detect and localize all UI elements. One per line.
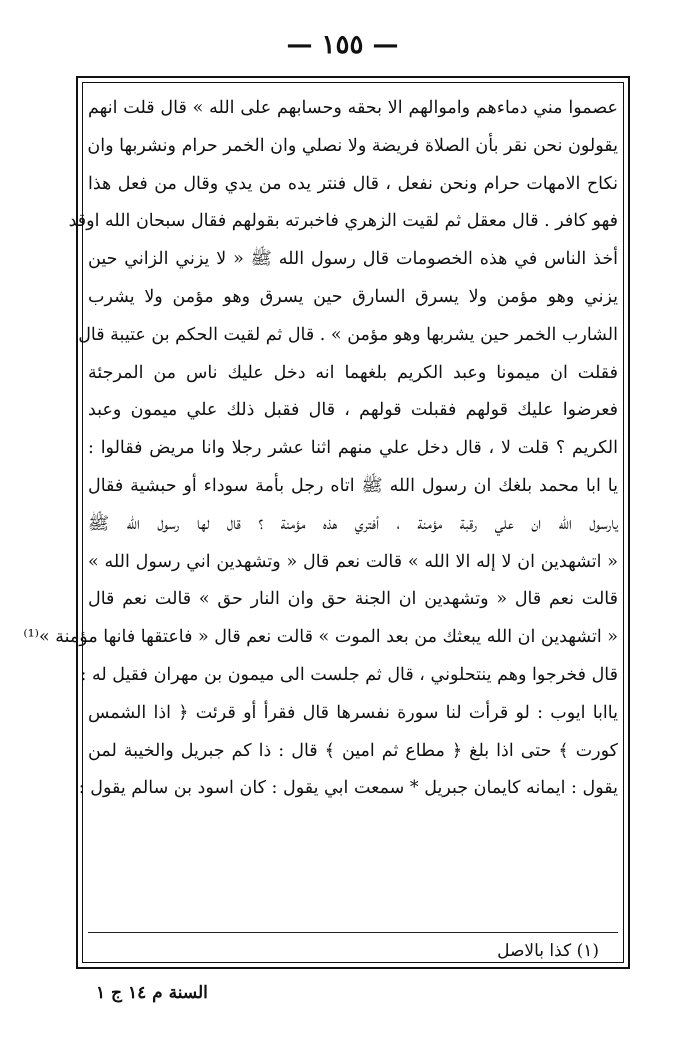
text-line: يارسول الله ان علي رقبة مؤمنة ، أفتري هذه مؤمنة ؟ قال لها رسول الله ﷺ	[88, 513, 618, 534]
text-line: الكريم ؟ قلت لا ، قال دخل علي منهم اثنا عشر رجلا وانا مريض فقالوا :	[88, 438, 618, 459]
footnote: (١) كذا بالاصل	[497, 941, 599, 961]
main-text	[23, 90, 618, 808]
text-line: عصموا مني دماءهم واموالهم الا بحقه وحسابهم على الله » قال قلت انهم	[88, 98, 618, 118]
text-line: فهو كافر . قال معقل ثم لقيت الزهري فاخبرته بقولهم فقال سبحان الله اوقد	[68, 211, 618, 232]
text-line: فقلت ان ميمونا وعبد الكريم بلغهما انه دخل عليك ناس من المرجئة	[88, 362, 618, 383]
text-line: يا ابا محمد بلغك ان رسول الله ﷺ اتاه رجل بأمة سوداء أو حبشية فقال	[88, 475, 618, 496]
text-line: أخذ الناس في هذه الخصومات قال رسول الله ﷺ « لا يزني الزاني حين	[88, 249, 618, 270]
text-line: قال فخرجوا وهم ينتحلوني ، قال ثم جلست الى ميمون بن مهران فقيل له :	[80, 664, 618, 685]
footnote-divider	[88, 932, 618, 933]
text-line: نكاح الامهات حرام ونحن نفعل ، قال فنتر يده من يدي وقال من فعل هذا	[88, 173, 618, 194]
text-line: قالت نعم قال « وتشهدين ان الجنة حق وان النار حق » قالت نعم قال	[88, 589, 618, 610]
text-line: يزني وهو مؤمن ولا يسرق السارق حين يسرق وهو مؤمن ولا يشرب	[88, 286, 618, 307]
signature-line: السنة م ١٤ ج ١	[96, 983, 208, 1003]
text-line: يقول : ايمانه كايمان جبريل * سمعت ابي يقول : كان اسود بن سالم يقول :	[78, 778, 618, 799]
text-line: فعرضوا عليك قولهم فقبلت قولهم ، قال فقبل ذلك علي ميمون وعبد	[88, 400, 618, 421]
text-line: الشارب الخمر حين يشربها وهو مؤمن » . قال ثم لقيت الحكم بن عتيبة قال	[78, 324, 618, 345]
text-line: « اتشهدين ان الله يبعثك من بعد الموت » قالت نعم قال « فاعتقها فانها مؤمنة »⁽¹⁾	[23, 627, 618, 648]
text-line: يقولون نحن نقر بأن الصلاة فريضة ولا نصلي وان الخمر حرام ونشربها وان	[87, 135, 618, 156]
page-number: — ١٥٥ —	[286, 30, 399, 60]
text-line: « اتشهدين ان لا إله الا الله » قالت نعم قال « وتشهدين اني رسول الله »	[88, 551, 618, 572]
text-line: ياابا ايوب : لو قرأت لنا سورة نفسرها قال فقرأ أو قرئت ﴿ اذا الشمس	[88, 702, 618, 723]
text-line: كورت ﴾ حتى اذا بلغ ﴿ مطاع ثم امين ﴾ قال : ذا كم جبريل والخيبة لمن	[88, 740, 618, 761]
